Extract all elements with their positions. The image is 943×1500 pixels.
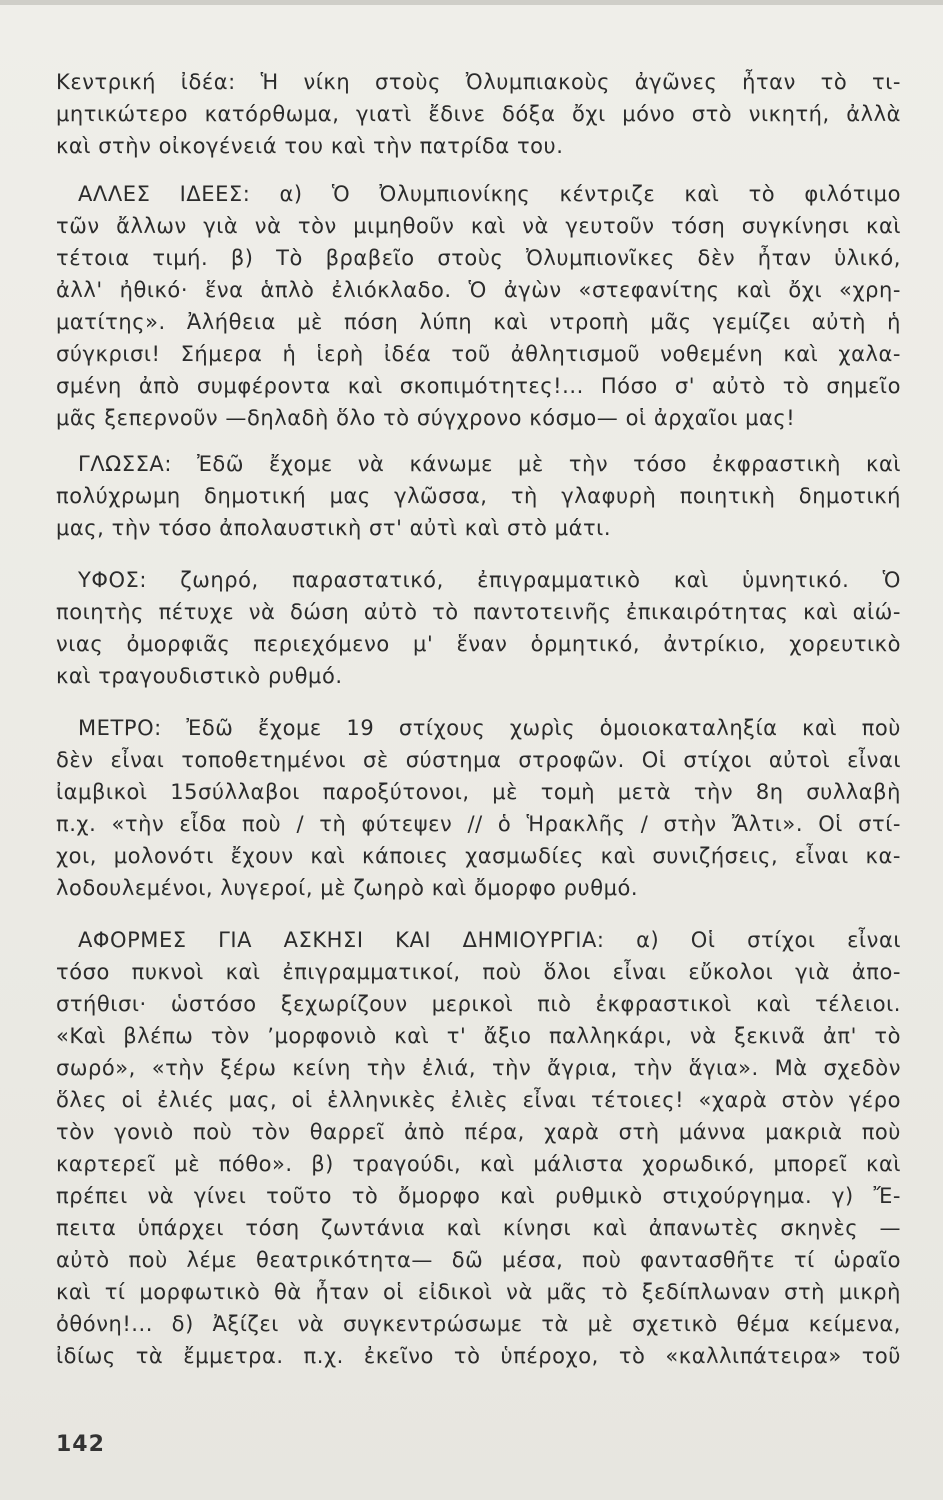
text-line: σμένη ἀπὸ συμφέροντα καὶ σκοπιμότητες!... Πόσο σ' αὐτὸ τὸ σημεῖο	[56, 374, 901, 398]
text-line: καρτερεῖ μὲ πόθο». β) τραγούδι, καὶ μάλιστα χορωδικό, μπορεῖ καὶ	[56, 1152, 901, 1176]
page-number: 142	[56, 1432, 105, 1457]
text-line: καὶ τραγουδιστικὸ ρυθμό.	[56, 664, 343, 688]
text-line: ΥΦΟΣ: ζωηρό, παραστατικό, ἐπιγραμματικὸ καὶ ὑμνητικό. Ὁ	[78, 568, 901, 592]
text-line: ματίτης». Ἀλήθεια μὲ πόση λύπη καὶ ντροπὴ μᾶς γεμίζει αὐτὴ ἡ	[56, 310, 901, 334]
text-line: σύγκρισι! Σήμερα ἡ ἱερὴ ἰδέα τοῦ ἀθλητισμοῦ νοθεμένη καὶ χαλα-	[56, 342, 901, 366]
text-line: πολύχρωμη δημοτική μας γλῶσσα, τὴ γλαφυρὴ ποιητικὴ δημοτική	[56, 484, 901, 508]
text-line: τόσο πυκνοὶ καὶ ἐπιγραμματικοί, ποὺ ὅλοι εἶναι εὔκολοι γιὰ ἀπο-	[56, 960, 901, 984]
text-line: μητικώτερο κατόρθωμα, γιατὶ ἔδινε δόξα ὄχι μόνο στὸ νικητή, ἀλλὰ	[56, 102, 901, 126]
text-line: ὀθόνη!... δ) Ἀξίζει νὰ συγκεντρώσωμε τὰ μὲ σχετικὸ θέμα κείμενα,	[56, 1312, 901, 1336]
text-line: καὶ στὴν οἰκογένειά του καὶ τὴν πατρίδα του.	[56, 134, 564, 158]
paragraph-alles-idees	[56, 178, 901, 434]
text-line: ποιητὴς πέτυχε νὰ δώση αὐτὸ τὸ παντοτεινῆς ἐπικαιρότητας καὶ αἰώ-	[56, 600, 901, 624]
text-line: ἰαμβικοὶ 15σύλλαβοι παροξύτονοι, μὲ τομὴ μετὰ τὴν 8η συλλαβὴ	[56, 780, 901, 804]
text-line: στήθισι· ὡστόσο ξεχωρίζουν μερικοὶ πιὸ ἐκφραστικοὶ καὶ τέλειοι.	[56, 992, 901, 1016]
text-line: χοι, μολονότι ἔχουν καὶ κάποιες χασμωδίες καὶ συνιζήσεις, εἶναι κα-	[56, 844, 901, 868]
paragraph-aformes	[56, 924, 901, 1372]
text-line: μας, τὴν τόσο ἀπολαυστικὴ στ' αὐτὶ καὶ στὸ μάτι.	[56, 516, 612, 540]
page-top-edge	[0, 0, 943, 5]
text-line: ΜΕΤΡΟ: Ἐδῶ ἔχομε 19 στίχους χωρὶς ὁμοιοκαταληξία καὶ ποὺ	[78, 716, 901, 740]
text-line: ὅλες οἱ ἐλιές μας, οἱ ἑλληνικὲς ἐλιὲς εἶναι τέτοιες! «χαρὰ στὸν γέρο	[56, 1088, 901, 1112]
text-line: τέτοια τιμή. β) Τὸ βραβεῖο στοὺς Ὀλυμπιονῖκες δὲν ἦταν ὑλικό,	[56, 246, 901, 270]
text-line: δὲν εἶναι τοποθετημένοι σὲ σύστημα στροφῶν. Οἱ στίχοι αὐτοὶ εἶναι	[56, 748, 901, 772]
paragraph-glossa	[56, 448, 901, 544]
text-line: ΓΛΩΣΣΑ: Ἐδῶ ἔχομε νὰ κάνωμε μὲ τὴν τόσο ἐκφραστικὴ καὶ	[78, 452, 901, 476]
text-line: πειτα ὑπάρχει τόση ζωντάνια καὶ κίνησι καὶ ἀπανωτὲς σκηνὲς —	[56, 1216, 901, 1240]
text-line: τὸν γονιὸ ποὺ τὸν θαρρεῖ ἀπὸ πέρα, χαρὰ στὴ μάννα μακριὰ ποὺ	[56, 1120, 901, 1144]
text-line: ἰδίως τὰ ἔμμετρα. π.χ. ἐκεῖνο τὸ ὑπέροχο, τὸ «καλλιπάτειρα» τοῦ	[56, 1344, 901, 1368]
body-text	[56, 66, 901, 1388]
text-line: ΑΦΟΡΜΕΣ ΓΙΑ ΑΣΚΗΣΙ ΚΑΙ ΔΗΜΙΟΥΡΓΙΑ: α) Οἱ στίχοι εἶναι	[78, 928, 901, 952]
paragraph-metro	[56, 712, 901, 904]
paragraph-kentriki-idea	[56, 66, 901, 162]
text-line: μᾶς ξεπερνοῦν —δηλαδὴ ὅλο τὸ σύγχρονο κόσμο— οἱ ἀρχαῖοι μας!	[56, 406, 796, 430]
text-line: «Καὶ βλέπω τὸν ʼμορφονιὸ καὶ τ' ἄξιο παλληκάρι, νὰ ξεκινᾶ ἀπ' τὸ	[56, 1024, 901, 1048]
paragraph-yfos	[56, 564, 901, 692]
text-line: νιας ὀμορφιᾶς περιεχόμενο μ' ἕναν ὁρμητικό, ἀντρίκιο, χορευτικὸ	[56, 632, 901, 656]
text-line: π.χ. «τὴν εἶδα ποὺ / τὴ φύτεψεν // ὁ Ἡρακλῆς / στὴν Ἄλτι». Οἱ στί-	[56, 812, 901, 836]
text-line: Κεντρική ἰδέα: Ἡ νίκη στοὺς Ὀλυμπιακοὺς ἀγῶνες ἦταν τὸ τι-	[56, 70, 901, 94]
text-line: πρέπει νὰ γίνει τοῦτο τὸ ὄμορφο καὶ ρυθμικὸ στιχούργημα. γ) Ἔ-	[56, 1184, 901, 1208]
text-line: σωρό», «τὴν ξέρω κείνη τὴν ἐλιά, τὴν ἄγρια, τὴν ἅγια». Μὰ σχεδὸν	[56, 1056, 901, 1080]
text-line: λοδουλεμένοι, λυγεροί, μὲ ζωηρὸ καὶ ὄμορφο ρυθμό.	[56, 876, 639, 900]
text-line: αὐτὸ ποὺ λέμε θεατρικότητα— δῶ μέσα, ποὺ φαντασθῆτε τί ὡραῖο	[56, 1248, 901, 1272]
text-line: καὶ τί μορφωτικὸ θὰ ἦταν οἱ εἰδικοὶ νὰ μᾶς τὸ ξεδίπλωναν στὴ μικρὴ	[56, 1280, 901, 1304]
text-line: τῶν ἄλλων γιὰ νὰ τὸν μιμηθοῦν καὶ νὰ γευτοῦν τόση συγκίνησι καὶ	[56, 214, 901, 238]
text-line: ἀλλ' ἠθικό· ἕνα ἁπλὸ ἐλιόκλαδο. Ὁ ἀγὼν «στεφανίτης καὶ ὄχι «χρη-	[56, 278, 901, 302]
text-line: ΑΛΛΕΣ ΙΔΕΕΣ: α) Ὁ Ὀλυμπιονίκης κέντριζε καὶ τὸ φιλότιμο	[78, 182, 901, 206]
